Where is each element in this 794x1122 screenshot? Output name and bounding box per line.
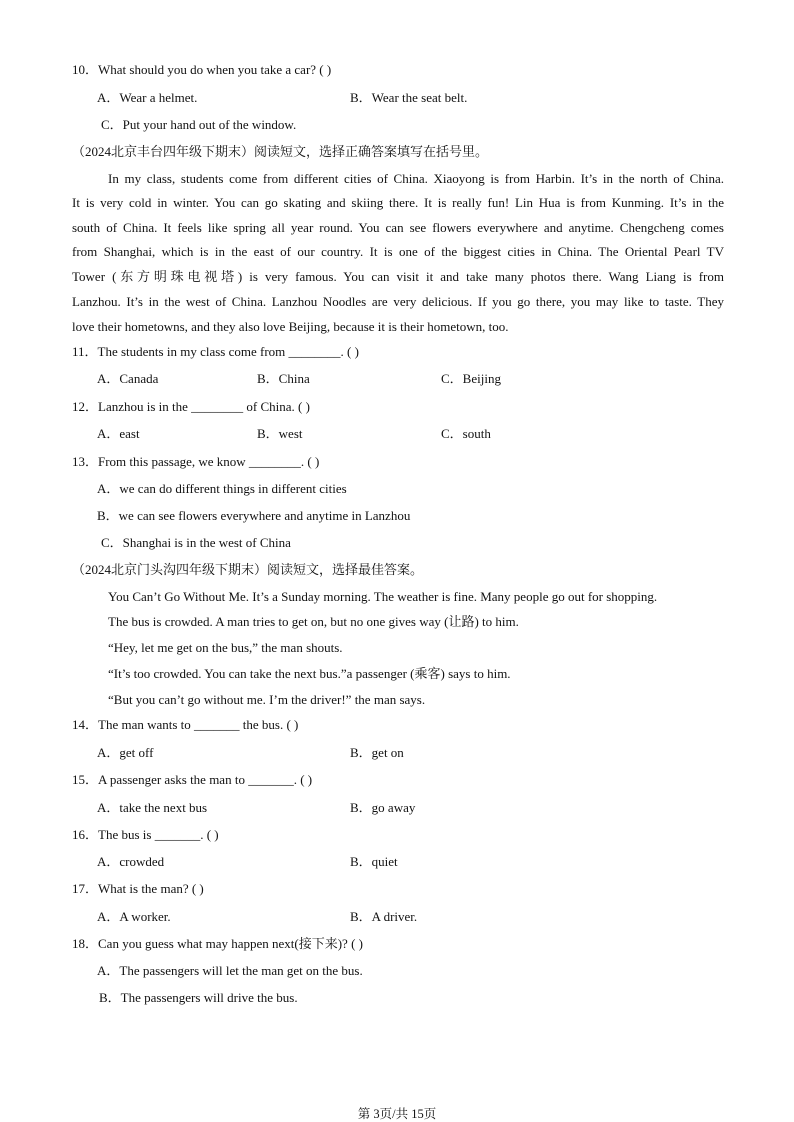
- question-11-option-b: B．China: [257, 371, 310, 386]
- section-2-header: （2024北京门头沟四年级下期末）阅读短文，选择最佳答案。: [72, 562, 424, 577]
- passage-1-line: love their hometowns, and they also love Beijing, because it is their hometown, too.: [72, 319, 509, 334]
- passage-2-line: “It’s too crowded. You can take the next bus.”a passenger (乘客) says to him.: [108, 666, 511, 681]
- question-12-option-c: C．south: [441, 426, 491, 441]
- question-12-stem: 12．Lanzhou is in the ________ of China. ( ): [72, 399, 310, 414]
- section-1-header: （2024北京丰台四年级下期末）阅读短文，选择正确答案填写在括号里。: [72, 144, 489, 159]
- question-16-stem: 16．The bus is _______. ( ): [72, 827, 219, 842]
- question-13-option-c: C．Shanghai is in the west of China: [101, 535, 291, 550]
- passage-1-line: south of China. It feels like spring all year round. You can see flowers everywhere and anytime. Chengcheng comes: [72, 220, 724, 235]
- question-15-option-b: B．go away: [350, 800, 416, 815]
- passage-1-line: It is very cold in winter. You can go skating and skiing there. It is really fun! Lin Hua is from Kunming. It’s in the: [72, 195, 724, 210]
- question-10-stem: 10．What should you do when you take a car? ( ): [72, 62, 332, 77]
- question-10-option-c: C．Put your hand out of the window.: [101, 117, 297, 132]
- question-15-stem: 15．A passenger asks the man to _______. ( ): [72, 772, 313, 787]
- question-17-stem: 17．What is the man? ( ): [72, 881, 204, 896]
- passage-2-line: “But you can’t go without me. I’m the driver!” the man says.: [108, 692, 426, 707]
- question-17-option-a: A．A worker.: [97, 909, 171, 924]
- passage-2-line: The bus is crowded. A man tries to get on, but no one gives way (让路) to him.: [108, 614, 519, 629]
- question-18-stem: 18．Can you guess what may happen next(接下来)? ( ): [72, 936, 363, 951]
- question-16-option-a: A．crowded: [97, 854, 165, 869]
- question-12-option-b: B．west: [257, 426, 303, 441]
- question-17-option-b: B．A driver.: [350, 909, 418, 924]
- passage-2-line: “Hey, let me get on the bus,” the man shouts.: [108, 640, 343, 655]
- question-11-stem: 11．The students in my class come from ________. ( ): [72, 344, 359, 359]
- question-15-option-a: A．take the next bus: [97, 800, 208, 815]
- page-number: 第 3页/共 15页: [357, 1107, 437, 1121]
- question-16-option-b: B．quiet: [350, 854, 398, 869]
- question-14-option-b: B．get on: [350, 745, 404, 760]
- passage-1-line: Tower (东方明珠电视塔) is very famous. You can visit it and take many photos there. Wang Liang is from: [72, 269, 724, 284]
- question-11-option-c: C．Beijing: [441, 371, 501, 386]
- passage-1-line: In my class, students come from different cities of China. Xiaoyong is from Harbin. It’s in the north of China.: [108, 171, 724, 186]
- question-18-option-b: B．The passengers will drive the bus.: [99, 990, 298, 1005]
- question-12-option-a: A．east: [97, 426, 140, 441]
- question-13-option-a: A．we can do different things in different cities: [97, 481, 347, 496]
- question-14-stem: 14．The man wants to _______ the bus. ( ): [72, 717, 299, 732]
- question-18-option-a: A．The passengers will let the man get on the bus.: [97, 963, 363, 978]
- passage-1-line: from Shanghai, which is in the east of our country. It is one of the biggest cities in China. The Oriental Pearl TV: [72, 244, 724, 259]
- question-10-option-b: B．Wear the seat belt.: [350, 90, 468, 105]
- question-10-option-a: A．Wear a helmet.: [97, 90, 198, 105]
- question-13-option-b: B．we can see flowers everywhere and anytime in Lanzhou: [97, 508, 411, 523]
- question-14-option-a: A．get off: [97, 745, 154, 760]
- passage-1-line: Lanzhou. It’s in the west of China. Lanzhou Noodles are very delicious. If you go there, you may like to taste. They: [72, 294, 724, 309]
- passage-2-line: You Can’t Go Without Me. It’s a Sunday morning. The weather is fine. Many people go out for shopping.: [108, 589, 658, 604]
- question-11-option-a: A．Canada: [97, 371, 159, 386]
- question-13-stem: 13．From this passage, we know ________. ( ): [72, 454, 320, 469]
